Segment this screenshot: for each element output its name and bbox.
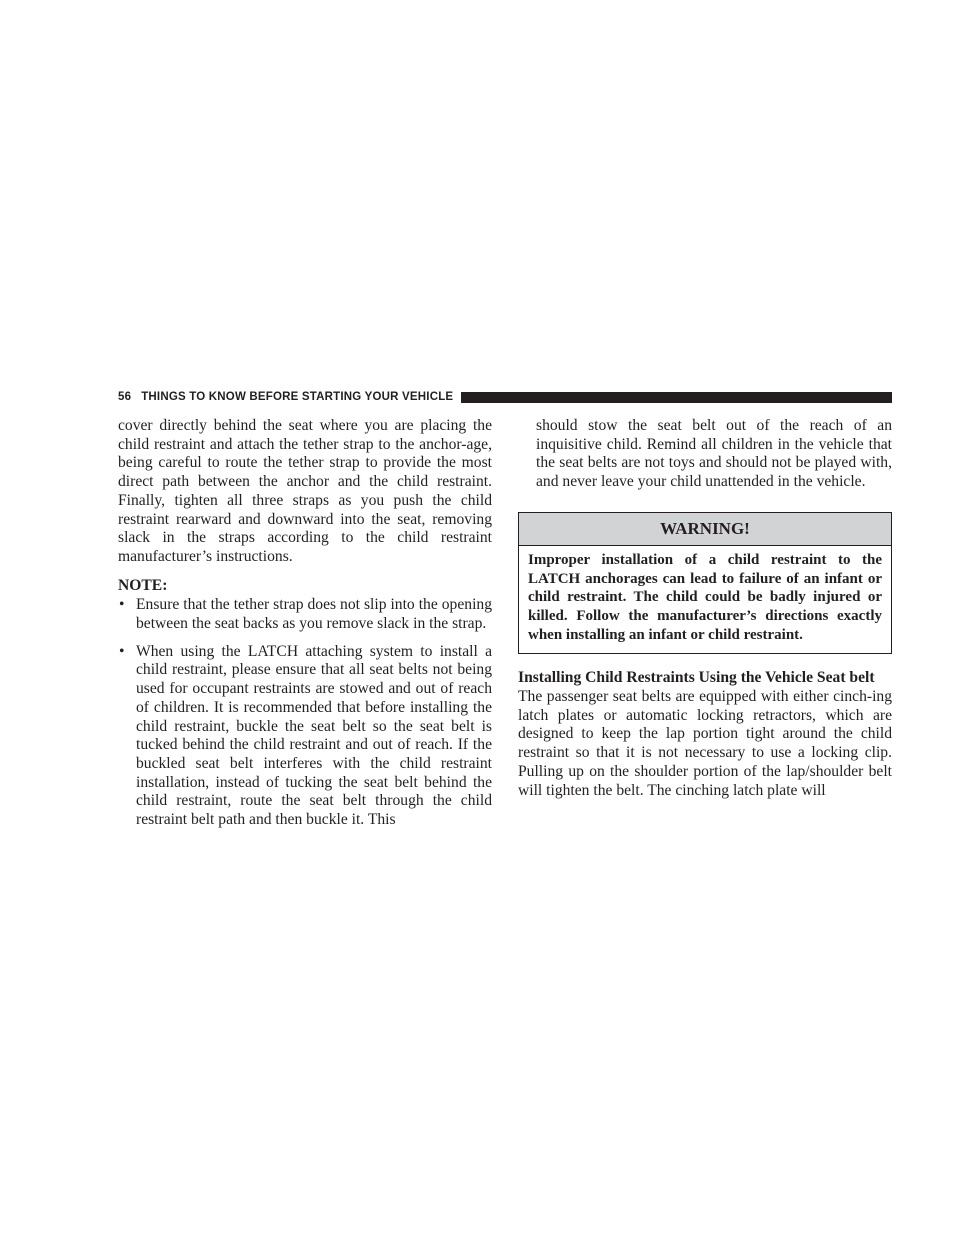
page-header: [118, 389, 892, 405]
note-label: NOTE:: [118, 576, 168, 594]
list-item-text: Ensure that the tether strap does not slip into the opening between the seat backs as you remove slack in the strap.: [136, 596, 492, 633]
page-number: 56: [118, 391, 132, 403]
note-bullet-list: [118, 596, 492, 829]
subheading: Installing Child Restraints Using the Vehicle Seat belt: [518, 669, 875, 687]
right-column: [518, 417, 892, 800]
list-item: [118, 596, 492, 633]
final-paragraph: The passenger seat belts are equipped with either cinch-ing latch plates or automatic locking retractors, which are designed to keep the lap portion tight around the child restraint so that it is not necessary to use a locking clip. Pulling up on the shoulder portion of the lap/shoulder belt will tighten the belt. The cinching latch plate will: [518, 688, 892, 799]
continuation-paragraph: should stow the seat belt out of the reach of an inquisitive child. Remind all children in the vehicle that the seat belts are not toys and should not be played with, and never leave your child unattended in the vehicle.: [536, 417, 892, 491]
list-item-text: When using the LATCH attaching system to install a child restraint, please ensure that all seat belts not being used for occupant restraints are stowed and out of reach of children. It is recommended that before installing the child restraint, buckle the seat belt so the seat belt is tucked behind the child restraint and out of reach. If the buckled seat belt interferes with the child restraint installation, instead of tucking the seat belt behind the child restraint, route the seat belt through the child restraint belt path and then buckle it. This: [136, 642, 492, 829]
intro-paragraph: cover directly behind the seat where you are placing the child restraint and attach the tether strap to the anchor-age, being careful to route the tether strap to provide the most direct path between the anchor and the child restraint. Finally, tighten all three straps as you push the child restraint rearward and downward into the seat, removing slack in the straps according to the child restraint manufacturer’s instructions.: [118, 417, 492, 565]
header-rule-bar: [461, 392, 892, 403]
bullet-icon: •: [119, 642, 125, 660]
bullet-icon: •: [119, 596, 125, 614]
warning-body: Improper installation of a child restraint to the LATCH anchorages can lead to failure of an infant or child restraint. The child could be badly injured or killed. Follow the manufacturer’s directions exactly when installing an infant or child restraint.: [528, 551, 882, 643]
left-column: [118, 417, 492, 839]
list-item: [118, 643, 492, 830]
section-title: THINGS TO KNOW BEFORE STARTING YOUR VEHICLE: [141, 391, 454, 403]
warning-title: WARNING!: [519, 513, 891, 546]
warning-box: [518, 512, 892, 655]
